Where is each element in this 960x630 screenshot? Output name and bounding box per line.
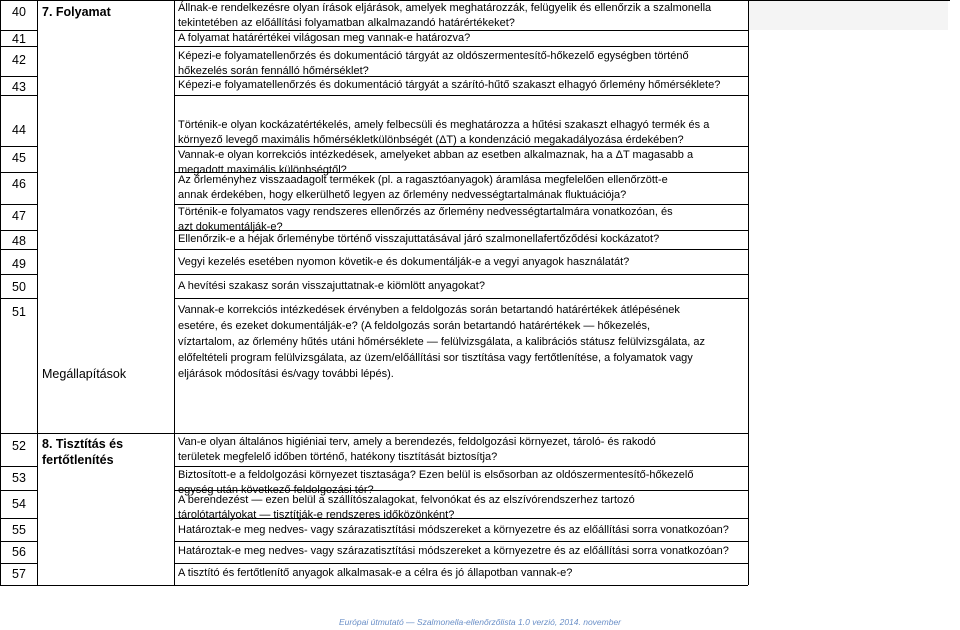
question-text: Állnak-e rendelkezésre olyan írások eljárások, amelyek meghatározzák, felügyelik és ellenőrzik a szalmonella tekintetében az előállítási folyamatban alkalmazandó határértékeket? [178,2,712,29]
question-text: Határoztak-e meg nedves- vagy szárazatisztítási módszereket a környezetre és az előállítási sorra vonatkozóan? [178,545,729,557]
question-text: A folyamat határértékei világosan meg vannak-e határozva? [178,32,471,44]
row-number: 52 [12,439,26,453]
question-text: A tisztító és fertőtlenítő anyagok alkalmasak-e a célra és jó állapotban vannak-e? [178,567,573,579]
question-text: Képezi-e folyamatellenőrzés és dokumentáció tárgyát a szárító-hűtő szakaszt elhagyó őrlemény hőmérséklete? [178,79,721,91]
question-text: Képezi-e folyamatellenőrzés és dokumentáció tárgyát az oldószermentesítő-hőkezelő egységben történő hőkezelés során fennálló hőmérséklet? [178,50,689,77]
question-text: A berendezést — ezen belül a szállítószalagokat, felvonókat és az elszívórendszerhez tartozó tárolótartályokat — tisztítják-e rendszeres időközönként? [178,494,635,521]
row-number: 43 [12,80,26,94]
answer-cell[interactable] [748,0,948,30]
row-number: 42 [12,53,26,67]
row-number: 53 [12,471,26,485]
section-title: Megállapítások [42,367,127,381]
question-text: Történik-e folyamatos vagy rendszeres ellenőrzés az őrlemény nedvességtartalmára vonatkozóan, és azt dokumentálják-e? [178,206,673,233]
row-number: 54 [12,497,26,511]
question-text: Határoztak-e meg nedves- vagy szárazatisztítási módszereket a környezetre és az előállítási sorra vonatkozóan? [178,524,729,536]
question-text: Ellenőrzik-e a héjak őrleménybe történő visszajuttatásával járó szalmonellafertőződési kockázatot? [178,233,660,245]
section-title: 8. Tisztítás és fertőtlenítés [42,437,124,467]
question-text: Vegyi kezelés esetében nyomon követik-e és dokumentálják-e a vegyi anyagok használatát? [178,256,630,268]
row-number: 57 [12,567,26,581]
question-text: Vannak-e olyan korrekciós intézkedések, amelyeket abban az esetben alkalmaznak, ha a ΔT magasabb a megadott maximális különbségtől? [178,149,694,176]
row-number: 46 [12,177,26,191]
question-text: Van-e olyan általános higiéniai terv, amely a berendezés, feldolgozási környezet, tároló- és rakodó területek megfelelő időben történő, hatékony tisztítását biztosítja? [178,436,656,463]
page-footer: Európai útmutató — Szalmonella-ellenőrzőlista 1.0 verzió, 2014. november [338,617,622,627]
row-number: 49 [12,257,26,271]
row-number: 55 [12,523,26,537]
question-text: Történik-e olyan kockázatértékelés, amely felbecsüli és meghatározza a hűtési szakaszt elhagyó termék és a környező levegő maximális hőmérsékletkülönbségét (ΔT) a kondenzáció megakadályozása érdekében? [178,119,710,146]
row-number: 41 [12,32,26,46]
row-number: 56 [12,545,26,559]
row-number: 44 [12,123,26,137]
question-text: Vannak-e korrekciós intézkedések érvényben a feldolgozás során betartandó határértékek átlépésének esetére, és ezeket dokumentálják-e? (A feldolgozás során betartandó határértékek — hőkezelés, víztartalom, az őrlemény hűtés utáni hőmérséklete — felülvizsgálata, a kalibrációs státusz felülvizsgálata, az előfeltételi program felülvizsgálata, az üzem/előállítási sor tisztítása vagy fertőtlenítése, a folyamatok vagy eljárások módosítási és/vagy további lépés). [178,304,706,380]
row-number: 47 [12,209,26,223]
row-number: 40 [12,5,26,19]
question-text: A hevítési szakasz során visszajuttatnak-e kiömlött anyagokat? [178,280,485,292]
section-title: 7. Folyamat [42,5,111,19]
row-number: 50 [12,280,26,294]
question-text: Biztosított-e a feldolgozási környezet tisztasága? Ezen belül is elsősorban az oldószermentesítő-hőkezelő egység után következő feldolgozási tér? [178,469,694,496]
row-number: 45 [12,151,26,165]
row-number: 51 [12,305,26,319]
question-text: Az őrleményhez visszaadagolt termékek (pl. a ragasztóanyagok) áramlása megfelelően ellenőrzött-e annak érdekében, hogy elkerülhető legyen az őrlemény nedvességtartalmának fluktuációja? [178,174,668,201]
row-number: 48 [12,234,26,248]
